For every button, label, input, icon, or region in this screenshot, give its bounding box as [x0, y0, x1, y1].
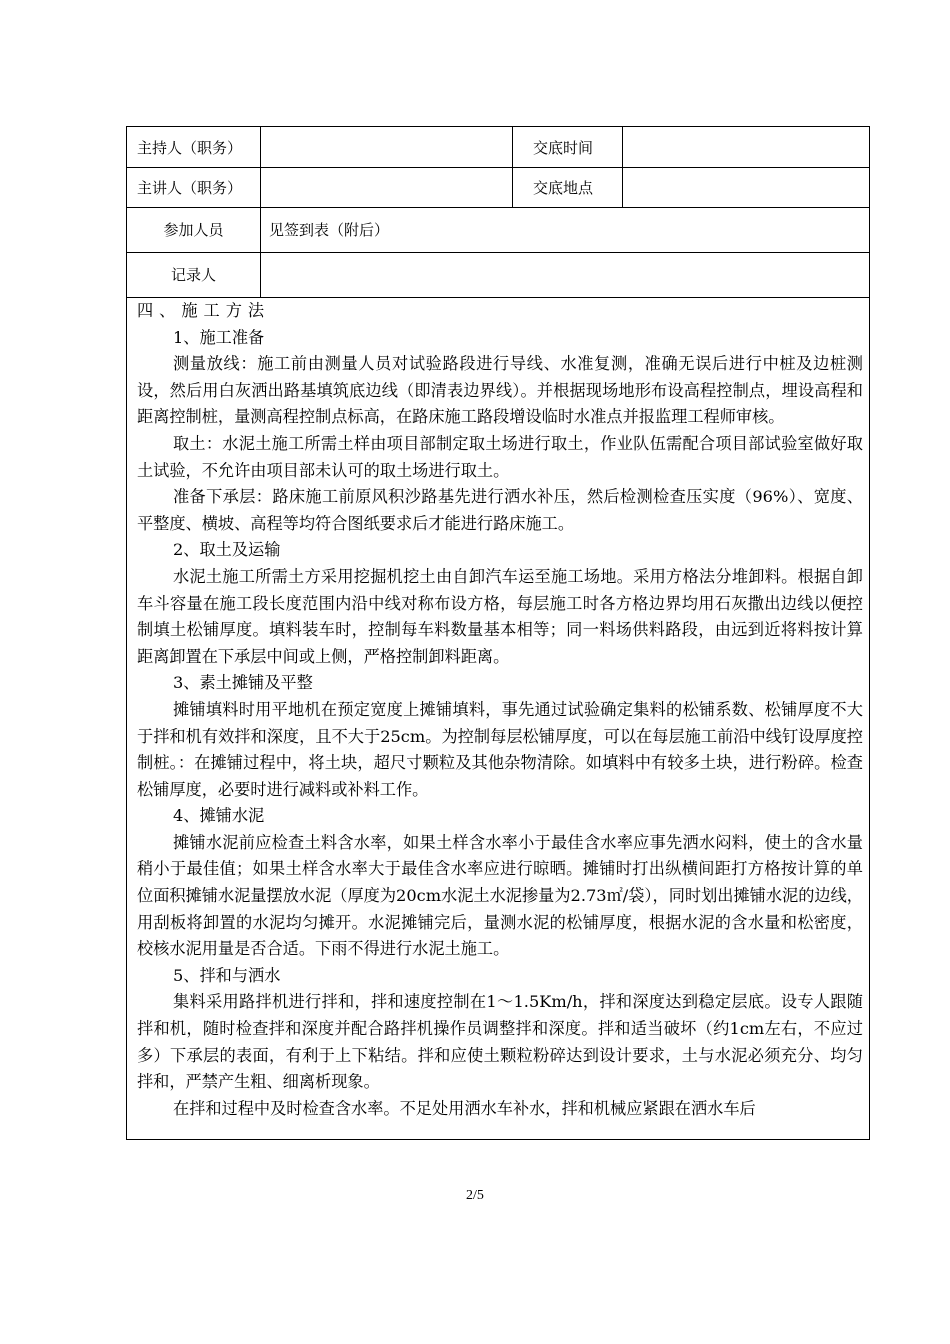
paragraph: 准备下承层：路床施工前原风积沙路基先进行洒水补压，然后检测检查压实度（96%）、宽度、平整度、横坡、高程等均符合图纸要求后才能进行路床施工。	[137, 487, 863, 533]
place-label: 交底地点	[533, 178, 594, 197]
row-host	[127, 127, 869, 168]
divider	[622, 127, 623, 167]
participants-value: 见签到表（附后）	[269, 221, 390, 239]
paragraph: 集料采用路拌机进行拌和，拌和速度控制在1～1.5Km/h，拌和深度达到稳定层底。设专人跟随拌和机，随时检查拌和深度并配合路拌机操作员调整拌和深度。拌和适当破坏（约1cm左右，不应过多）下承层的表面，有利于上下粘结。拌和应使土颗粒粉碎达到设计要求，土与水泥必须充分、均匀拌和，严禁产生粗、细离析现象。	[137, 992, 863, 1092]
paragraph: 摊铺水泥前应检查土料含水率，如果土样含水率小于最佳含水率应事先洒水闷料，使土的含水量稍小于最佳值；如果土样含水率大于最佳含水率应进行晾晒。摊铺时打出纵横间距打方格按计算的单位面积摊铺水泥量摆放水泥（厚度为20cm水泥土水泥掺量为2.73㎡/袋），同时划出摊铺水泥的边线，用刮板将卸置的水泥均匀摊开。水泥摊铺完后，量测水泥的松铺厚度，根据水泥的含水量和松密度，校核水泥用量是否合适。下雨不得进行水泥土施工。	[137, 832, 863, 959]
recorder-label: 记录人	[170, 266, 216, 284]
paragraph: 测量放线：施工前由测量人员对试验路段进行导线、水准复测，准确无误后进行中桩及边桩测设，然后用白灰洒出路基填筑底边线（即清表边界线）。并根据现场地形布设高程控制点，埋设高程和距离控制桩，量测高程控制点标高，在路床施工路段增设临时水准点并报监理工程师审核。	[137, 354, 863, 427]
subsection-title: 1、施工准备	[173, 327, 265, 347]
paragraph: 在拌和过程中及时检查含水率。不足处用洒水车补水，拌和机械应紧跟在洒水车后	[173, 1098, 756, 1118]
divider	[622, 167, 623, 207]
speaker-label: 主讲人（职务）	[137, 178, 243, 197]
place-value	[632, 167, 862, 207]
divider	[260, 207, 261, 252]
subsection-title: 2、取土及运输	[173, 540, 281, 560]
divider	[260, 167, 261, 207]
paragraph: 摊铺填料时用平地机在预定宽度上摊铺填料，事先通过试验确定集料的松铺系数、松铺厚度不大于拌和机有效拌和深度，且不大于25cm。为控制每层松铺厚度，可以在每层施工前沿中线钉设厚度控制桩。：在摊铺过程中，将土块，超尺寸颗粒及其他杂物清除。如填料中有较多土块，进行粉碎。检查松铺厚度，必要时进行减料或补料工作。	[137, 699, 863, 799]
divider	[512, 167, 513, 207]
subsection-title: 3、素土摊铺及平整	[173, 673, 313, 693]
divider	[512, 127, 513, 167]
divider	[260, 252, 261, 297]
disclosure-form	[126, 126, 870, 1140]
divider	[260, 127, 261, 167]
row-recorder	[127, 252, 869, 298]
paragraph: 水泥土施工所需土方采用挖掘机挖土由自卸汽车运至施工场地。采用方格法分堆卸料。根据自卸车斗容量在施工段长度范围内沿中线对称布设方格，每层施工时各方格边界均用石灰撒出边线以便控制填土松铺厚度。填料装车时，控制每车料数量基本相等；同一料场供料路段，由远到近将料按计算距离卸置在下承层中间或上侧，严格控制卸料距离。	[137, 566, 863, 666]
speaker-value	[269, 167, 509, 207]
row-speaker	[127, 167, 869, 208]
recorder-value	[269, 252, 849, 297]
page-number: 2/5	[466, 1188, 484, 1203]
section-title: 四、施工方法	[137, 301, 271, 320]
participants-label: 参加人员	[163, 221, 224, 239]
time-value	[632, 127, 862, 167]
construction-method-body	[127, 297, 869, 1139]
subsection-title: 4、摊铺水泥	[173, 806, 265, 826]
time-label: 交底时间	[533, 138, 594, 157]
paragraph: 取土：水泥土施工所需土样由项目部制定取土场进行取土，作业队伍需配合项目部试验室做好取土试验，不允许由项目部未认可的取土场进行取土。	[137, 433, 863, 480]
row-participants	[127, 207, 869, 253]
host-value	[269, 127, 509, 167]
host-label: 主持人（职务）	[137, 138, 243, 157]
subsection-title: 5、拌和与洒水	[173, 965, 281, 985]
